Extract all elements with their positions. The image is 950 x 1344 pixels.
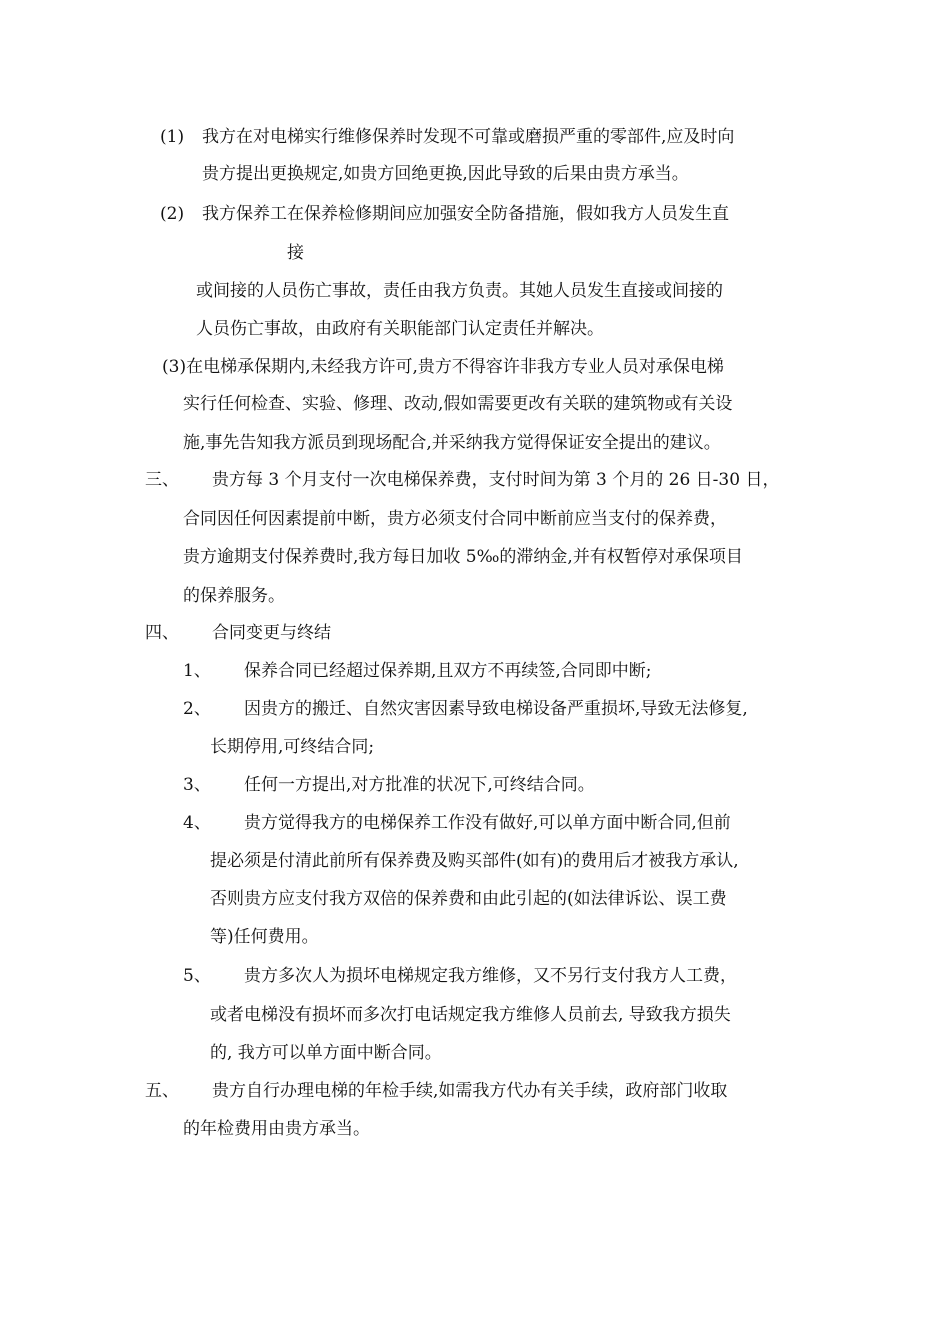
text-line: 任何一方提出,对方批准的状况下,可终结合同。: [244, 775, 595, 795]
text-line: 贵方自行办理电梯的年检手续,如需我方代办有关手续，政府部门收取: [212, 1081, 728, 1101]
text-line: 实行任何检查、实验、修理、改动,假如需要更改有关联的建筑物或有关设: [183, 394, 733, 414]
text-line: 接: [287, 243, 304, 263]
text-line: 贵方逾期支付保养费时,我方每日加收 5‰的滞纳金,并有权暂停对承保项目: [183, 547, 743, 567]
text-line: 我方在对电梯实行维修保养时发现不可靠或磨损严重的零部件,应及时向: [202, 127, 735, 147]
section-number: 五、: [145, 1081, 179, 1101]
text-line: 贵方提出更换规定,如贵方回绝更换,因此导致的后果由贵方承当。: [202, 164, 689, 184]
text-line: 合同因任何因素提前中断，贵方必须支付合同中断前应当支付的保养费，: [183, 509, 727, 529]
text-line: 我方保养工在保养检修期间应加强安全防备措施，假如我方人员发生直: [202, 204, 729, 224]
text-line: 长期停用,可终结合同;: [210, 737, 375, 757]
text-line: 或者电梯没有损坏而多次打电话规定我方维修人员前去, 导致我方损失: [210, 1005, 731, 1025]
text-line: 或间接的人员伤亡事故，责任由我方负责。其她人员发生直接或间接的: [196, 281, 723, 301]
text-line: 的保养服务。: [183, 586, 285, 606]
item-number: 1、: [183, 661, 211, 681]
text-line: 因贵方的搬迁、自然灾害因素导致电梯设备严重损坏,导致无法修复,: [244, 699, 748, 719]
text-line: 等)任何费用。: [210, 927, 319, 947]
item-number: 4、: [183, 813, 211, 833]
text-line: 否则贵方应支付我方双倍的保养费和由此引起的(如法律诉讼、误工费: [210, 889, 727, 909]
text-line: 保养合同已经超过保养期,且双方不再续签,合同即中断;: [244, 661, 652, 681]
text-line: 贵方每 3 个月支付一次电梯保养费，支付时间为第 3 个月的 26 日-30 日，: [212, 470, 780, 490]
item-number: (2): [160, 204, 185, 224]
item-number: 2、: [183, 699, 211, 719]
item-number: 5、: [183, 966, 211, 986]
text-line: 人员伤亡事故，由政府有关职能部门认定责任并解决。: [196, 319, 604, 339]
text-line: 的年检费用由贵方承当。: [183, 1119, 370, 1139]
text-line: 贵方觉得我方的电梯保养工作没有做好,可以单方面中断合同,但前: [244, 813, 731, 833]
text-line: (3)在电梯承保期内,未经我方许可,贵方不得容许非我方专业人员对承保电梯: [162, 357, 724, 377]
section-heading: 合同变更与终结: [212, 623, 331, 643]
item-number: (1): [160, 127, 185, 147]
text-line: 提必须是付清此前所有保养费及购买部件(如有)的费用后才被我方承认,: [210, 851, 739, 871]
item-number: 3、: [183, 775, 211, 795]
text-line: 的, 我方可以单方面中断合同。: [210, 1043, 442, 1063]
section-number: 四、: [145, 623, 179, 643]
section-number: 三、: [145, 470, 179, 490]
text-line: 施,事先告知我方派员到现场配合,并采纳我方觉得保证安全提出的建议。: [183, 433, 721, 453]
text-line: 贵方多次人为损坏电梯规定我方维修，又不另行支付我方人工费，: [244, 966, 737, 986]
